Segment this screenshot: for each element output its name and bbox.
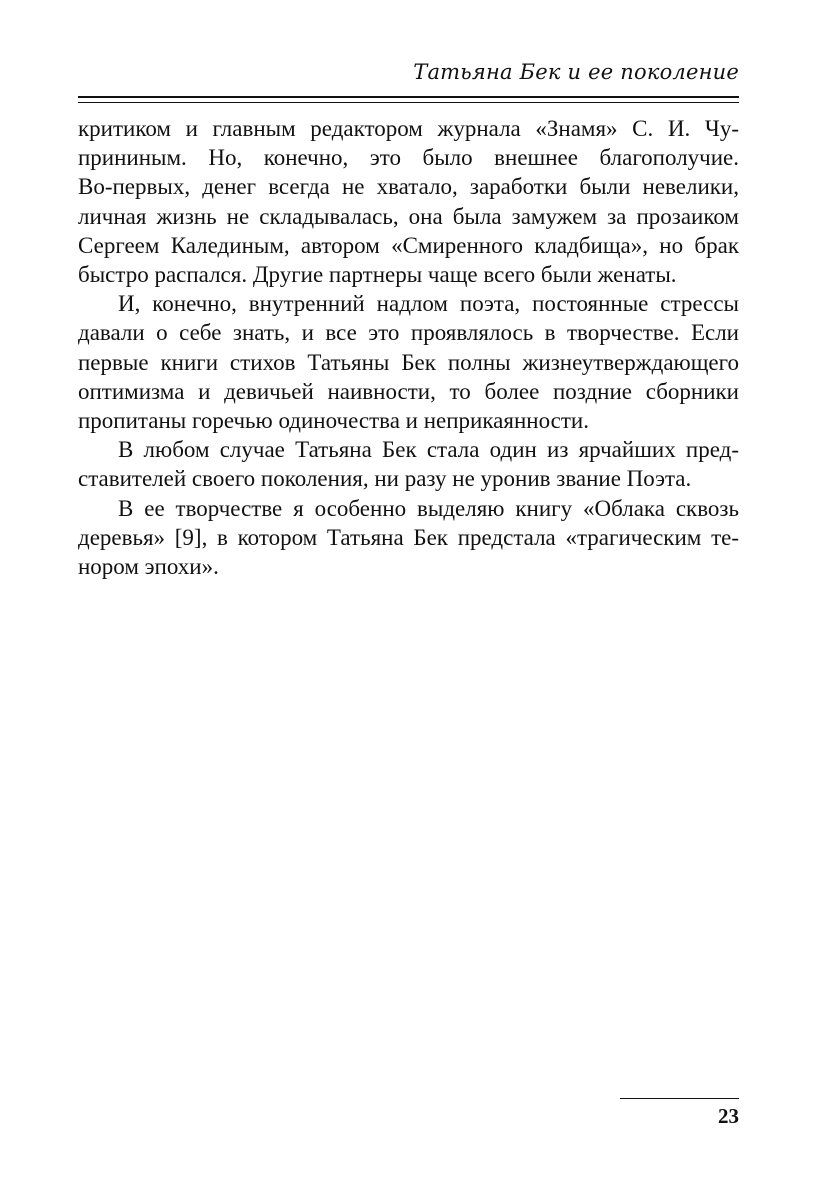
text-line: оптимизма и девичьей наивности, то более поздние сборники bbox=[78, 378, 739, 404]
text-line: личная жизнь не складывалась, она была замужем за прозаиком bbox=[78, 203, 739, 229]
header-rule-thin bbox=[78, 102, 739, 103]
text-line: пропитаны горечью одиночества и неприкаянности. bbox=[78, 408, 589, 434]
text-line: деревья» [9], в котором Татьяна Бек предстала «трагическим те- bbox=[78, 524, 739, 550]
paragraph-2 bbox=[78, 289, 739, 435]
body-text bbox=[78, 114, 739, 581]
text-line: В ее творчестве я особенно выделяю книгу «Облака сквозь bbox=[118, 495, 739, 521]
header-rule-thick bbox=[78, 96, 739, 98]
text-line: Сергеем Калединым, автором «Смиренного кладбища», но брак bbox=[78, 232, 739, 258]
text-line: Во-первых, денег всегда не хватало, заработки были невелики, bbox=[78, 174, 739, 200]
text-line: И, конечно, внутренний надлом поэта, постоянные стрессы bbox=[118, 291, 739, 317]
paragraph-1 bbox=[78, 114, 739, 289]
text-line: ставителей своего поколения, ни разу не уронив звание Поэта. bbox=[78, 466, 692, 492]
text-line: давали о себе знать, и все это проявлялось в творчестве. Если bbox=[78, 320, 739, 346]
text-line: критиком и главным редактором журнала «Знамя» С. И. Чу- bbox=[78, 116, 739, 141]
page-number: 23 bbox=[718, 1104, 739, 1128]
text-line: быстро распался. Другие партнеры чаще всего были женаты. bbox=[78, 262, 677, 288]
text-line: первые книги стихов Татьяны Бек полны жизнеутверждающего bbox=[78, 349, 739, 375]
text-line: В любом случае Татьяна Бек стала один из ярчайших пред- bbox=[118, 437, 739, 463]
paragraph-4 bbox=[78, 494, 739, 582]
paragraph-3 bbox=[78, 435, 739, 493]
text-line: нором эпохи». bbox=[78, 554, 219, 580]
running-title: Татьяна Бек и ее поколение bbox=[413, 60, 739, 84]
text-line: прининым. Но, конечно, это было внешнее благополучие. bbox=[78, 145, 739, 171]
footer-rule bbox=[620, 1098, 739, 1099]
